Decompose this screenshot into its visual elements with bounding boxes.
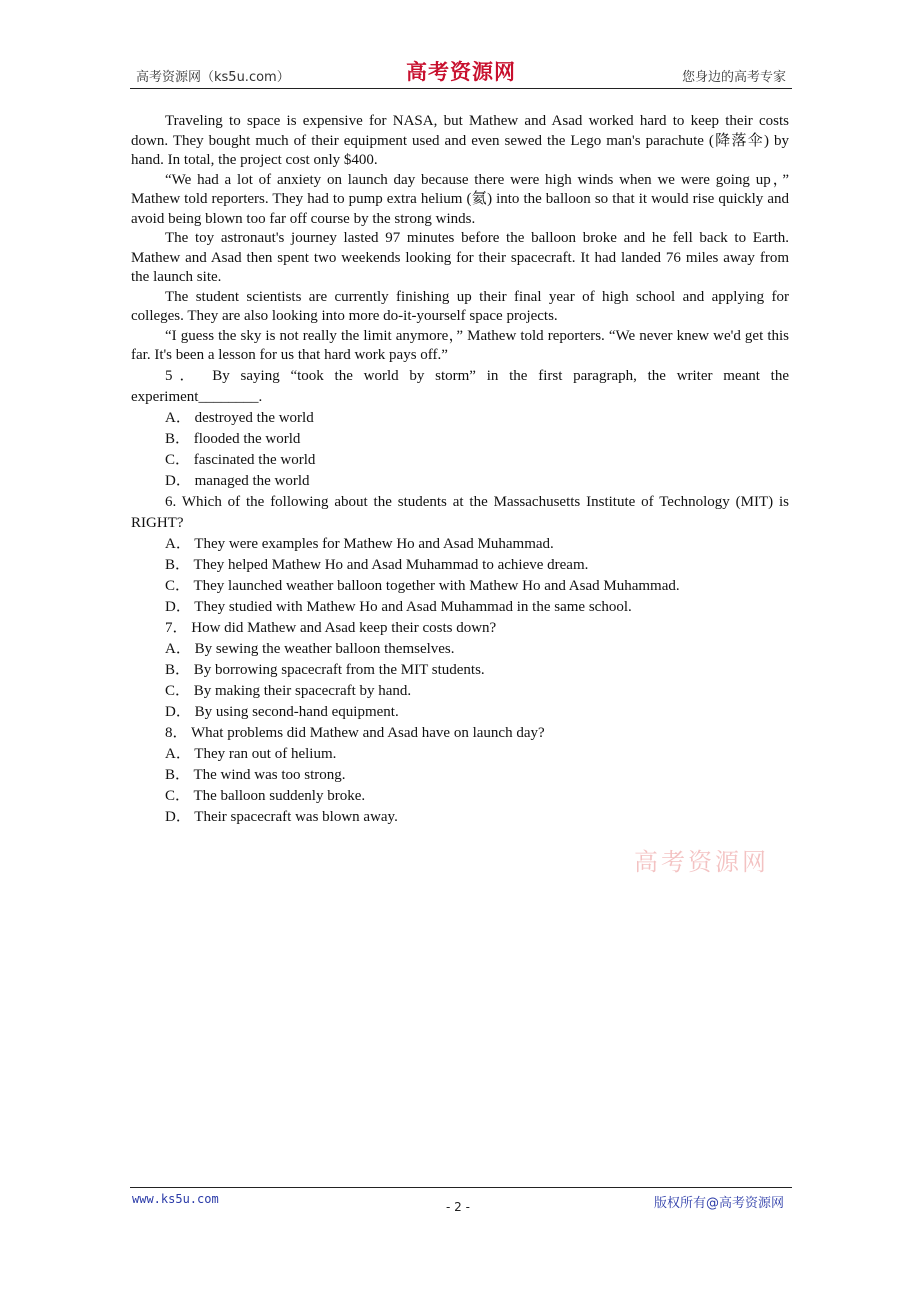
page-number: - 2 - — [446, 1200, 470, 1214]
header-slogan: 您身边的高考专家 — [681, 70, 786, 85]
question-5-stem: 5． By saying “took the world by storm” in the first paragraph, the writer meant the experiment________. — [131, 367, 789, 405]
question-8-option-d: D． Their spacecraft was blown away. — [165, 808, 398, 825]
question-5-option-d: D． managed the world — [165, 472, 310, 489]
page-footer — [130, 1187, 792, 1214]
passage-paragraph: The toy astronaut's journey lasted 97 minutes before the balloon broke and he fell back to Earth. Mathew and Asad then spent two weekends looking for their spacecraft. It had landed 76 miles away from the launch site. — [131, 230, 789, 285]
header-site-name: 高考资源网（ks5u.com） — [136, 70, 290, 85]
watermark-logo: 高考资源网 — [634, 848, 769, 876]
page-header — [130, 56, 792, 89]
question-7-stem: 7． How did Mathew and Asad keep their costs down? — [165, 619, 497, 636]
question-8-option-b: B． The wind was too strong. — [165, 766, 346, 783]
question-7-option-a: A． By sewing the weather balloon themselves. — [165, 640, 455, 657]
footer-site-link[interactable]: www.ks5u.com — [132, 1192, 219, 1206]
question-6-option-a: A． They were examples for Mathew Ho and Asad Muhammad. — [165, 535, 554, 552]
question-8-option-a: A． They ran out of helium. — [165, 745, 337, 762]
document-body — [131, 112, 789, 828]
question-5-option-b: B． flooded the world — [165, 430, 301, 447]
question-5-option-c: C． fascinated the world — [165, 451, 316, 468]
question-7-option-b: B． By borrowing spacecraft from the MIT students. — [165, 661, 485, 678]
question-6-option-b: B． They helped Mathew Ho and Asad Muhammad to achieve dream. — [165, 556, 589, 573]
question-6-option-c: C． They launched weather balloon together with Mathew Ho and Asad Muhammad. — [165, 577, 680, 594]
footer-copyright: 版权所有@高考资源网 — [653, 1196, 784, 1211]
question-6-stem: 6. Which of the following about the students at the Massachusetts Institute of Technology (MIT) is RIGHT? — [131, 493, 789, 531]
passage-paragraph: “I guess the sky is not really the limit anymore，” Mathew told reporters. “We never knew we'd get this far. It's been a lesson for us that hard work pays off.” — [131, 327, 789, 363]
question-7-option-d: D． By using second-hand equipment. — [165, 703, 399, 720]
question-8-option-c: C． The balloon suddenly broke. — [165, 787, 366, 804]
passage-paragraph: Traveling to space is expensive for NASA, but Mathew and Asad worked hard to keep their costs down. They bought much of their equipment used and even sewed the Lego man's parachute (降落伞) by hand. In total, the project cost only $400. — [131, 113, 789, 168]
question-6-option-d: D． They studied with Mathew Ho and Asad Muhammad in the same school. — [165, 598, 632, 615]
passage-paragraph: “We had a lot of anxiety on launch day because there were high winds when we were going up，” Mathew told reporters. They had to pump extra helium (氦) into the balloon so that it would rise quickly and avoid being blown too far off course by the strong winds. — [131, 171, 789, 227]
header-logo: 高考资源网 — [406, 59, 516, 84]
question-5-option-a: A． destroyed the world — [165, 409, 314, 426]
question-8-stem: 8． What problems did Mathew and Asad have on launch day? — [165, 724, 545, 741]
question-7-option-c: C． By making their spacecraft by hand. — [165, 682, 412, 699]
passage-paragraph: The student scientists are currently finishing up their final year of high school and applying for colleges. They are also looking into more do-it-yourself space projects. — [131, 288, 789, 324]
